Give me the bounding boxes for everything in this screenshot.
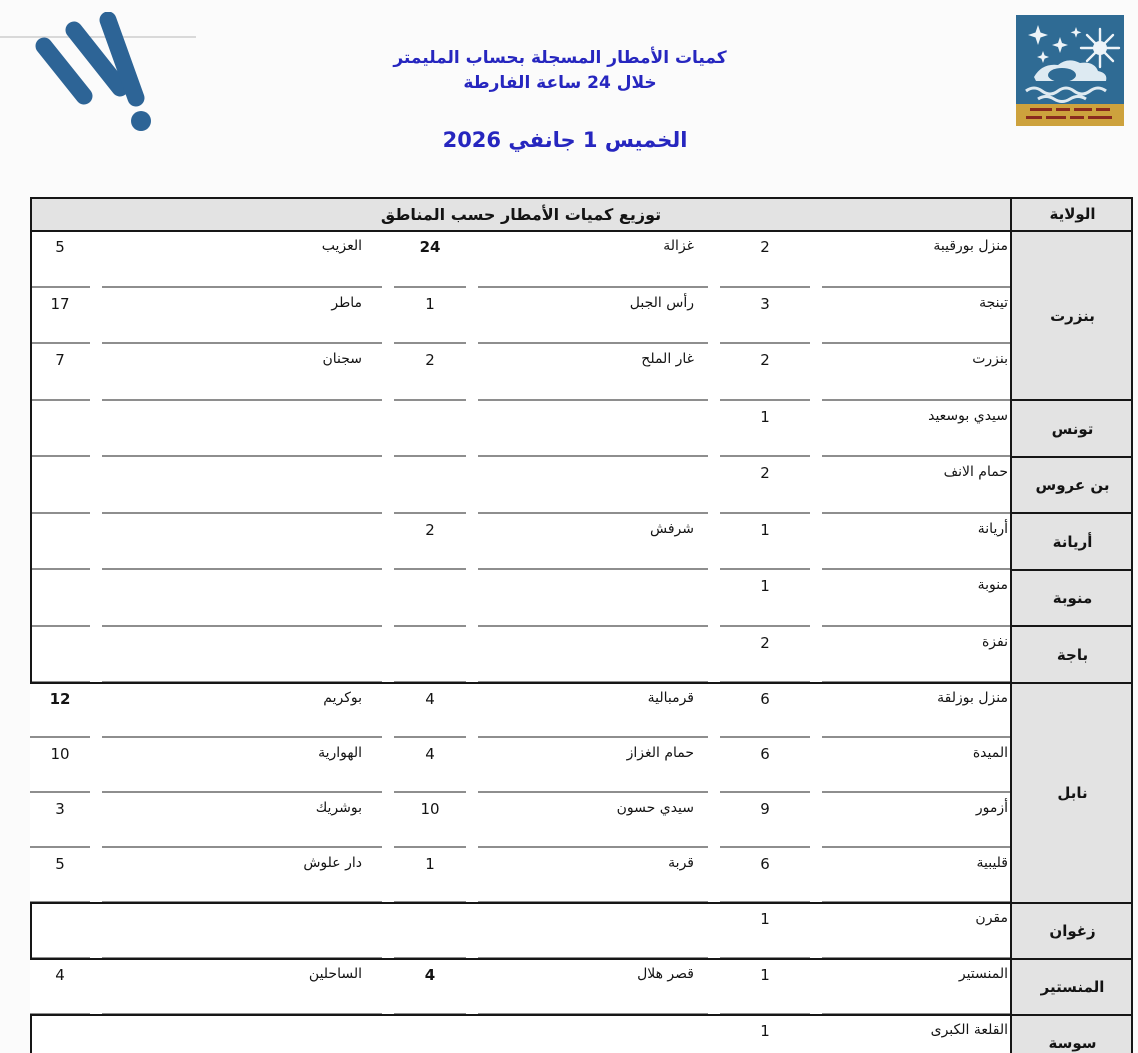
station-name-cell: حمام الغزاز <box>478 738 708 793</box>
rain-value-cell <box>30 1015 90 1053</box>
station-name-cell: العزيب <box>102 231 382 288</box>
wilaya-group <box>30 627 1133 684</box>
station-name-cell: قرمبالية <box>478 683 708 738</box>
wilaya-group <box>30 903 1133 959</box>
rain-value-cell: 2 <box>720 627 810 684</box>
table-header-bottom-rule <box>30 230 1133 232</box>
rain-value-cell <box>394 457 466 514</box>
zaghouan-box-left <box>30 902 32 960</box>
rain-value-cell: 4 <box>394 959 466 1015</box>
station-row <box>30 570 1012 627</box>
station-name-cell <box>478 627 708 684</box>
station-row <box>30 514 1012 571</box>
inm-logo <box>1016 15 1124 130</box>
wilaya-group <box>30 457 1133 514</box>
rain-value-cell: 24 <box>394 231 466 288</box>
station-name-cell <box>102 570 382 627</box>
wilaya-group <box>30 683 1133 903</box>
station-row <box>30 288 1012 345</box>
rain-value-cell <box>394 401 466 458</box>
wilaya-block <box>30 903 1133 959</box>
station-rows <box>30 959 1012 1015</box>
rain-value-cell: 1 <box>720 903 810 959</box>
station-name-cell: سيدي حسون <box>478 793 708 848</box>
station-row <box>30 401 1012 458</box>
wilaya-cell: بن عروس <box>1012 457 1133 514</box>
rain-value-cell: 10 <box>30 738 90 793</box>
station-name-cell <box>102 903 382 959</box>
wilaya-sep-benarous-ariana <box>1010 512 1133 514</box>
wilaya-group <box>30 959 1133 1015</box>
station-name-cell <box>102 457 382 514</box>
rain-value-cell: 12 <box>30 683 90 738</box>
rain-value-cell: 3 <box>720 288 810 345</box>
rain-value-cell <box>30 514 90 571</box>
rain-value-cell: 3 <box>30 793 90 848</box>
station-name-cell: غار الملح <box>478 344 708 401</box>
rain-value-cell: 2 <box>394 344 466 401</box>
report-title-line1: كميات الأمطار المسجلة بحساب المليمتر <box>393 48 727 68</box>
station-name-cell: سجنان <box>102 344 382 401</box>
station-row <box>30 959 1012 1015</box>
station-name-cell: رأس الجبل <box>478 288 708 345</box>
station-name-cell: بوشريك <box>102 793 382 848</box>
rain-value-cell: 10 <box>394 793 466 848</box>
wilaya-cell: تونس <box>1012 401 1133 458</box>
rain-value-cell <box>394 627 466 684</box>
station-rows <box>30 903 1012 959</box>
table-header-row <box>30 197 1133 231</box>
station-name-cell: نفزة <box>822 627 1012 684</box>
station-rows <box>30 627 1012 684</box>
rain-streaks-icon <box>22 12 164 138</box>
table-groups <box>30 231 1133 1053</box>
report-title-line2: خلال 24 ساعة الفارطة <box>463 73 657 93</box>
station-row <box>30 457 1012 514</box>
station-name-cell <box>478 401 708 458</box>
zaghouan-box-bottom <box>30 958 1133 960</box>
rain-value-cell: 1 <box>720 570 810 627</box>
wilaya-block <box>30 1015 1133 1053</box>
rain-value-cell: 2 <box>720 344 810 401</box>
station-row <box>30 793 1012 848</box>
rain-value-cell: 7 <box>30 344 90 401</box>
station-name-cell <box>478 1015 708 1053</box>
station-name-cell: منوبة <box>822 570 1012 627</box>
station-name-cell: قليبية <box>822 848 1012 903</box>
rain-value-cell: 6 <box>720 683 810 738</box>
station-name-cell: تينجة <box>822 288 1012 345</box>
wilaya-cell: منوبة <box>1012 570 1133 627</box>
rain-value-cell: 4 <box>394 683 466 738</box>
rain-value-cell <box>30 457 90 514</box>
station-row <box>30 903 1012 959</box>
station-name-cell: المنستير <box>822 959 1012 1015</box>
station-rows <box>30 514 1012 571</box>
station-name-cell: منزل بوزلقة <box>822 683 1012 738</box>
rain-value-cell: 1 <box>720 401 810 458</box>
rain-value-cell: 5 <box>30 231 90 288</box>
station-rows <box>30 683 1012 903</box>
station-name-cell <box>478 570 708 627</box>
wilaya-cell: باجة <box>1012 627 1133 684</box>
rain-value-cell: 2 <box>720 231 810 288</box>
report-date: الخميس 1 جانفي 2026 <box>442 128 688 152</box>
wilaya-cell: أريانة <box>1012 514 1133 571</box>
station-rows <box>30 401 1012 458</box>
rainfall-table <box>30 197 1133 1053</box>
station-name-cell: أزمور <box>822 793 1012 848</box>
station-rows <box>30 231 1012 401</box>
station-name-cell: شرفش <box>478 514 708 571</box>
station-name-cell <box>478 903 708 959</box>
wilaya-sep-manouba-beja <box>1010 625 1133 627</box>
wilaya-cell: سوسة <box>1012 1015 1133 1053</box>
station-name-cell: قربة <box>478 848 708 903</box>
rain-value-cell: 1 <box>720 959 810 1015</box>
rain-value-cell <box>30 903 90 959</box>
station-name-cell: القلعة الكبرى <box>822 1015 1012 1053</box>
wilaya-cell: المنستير <box>1012 959 1133 1015</box>
station-name-cell: منزل بورقيبة <box>822 231 1012 288</box>
station-name-cell: مقرن <box>822 903 1012 959</box>
distribution-header: توزيع كميات الأمطار حسب المناطق <box>30 197 1012 231</box>
rain-value-cell <box>30 570 90 627</box>
wilaya-group <box>30 570 1133 627</box>
wilaya-cell: بنزرت <box>1012 231 1133 401</box>
station-name-cell: سيدي بوسعيد <box>822 401 1012 458</box>
rain-value-cell: 5 <box>30 848 90 903</box>
rain-value-cell: 1 <box>720 1015 810 1053</box>
rain-value-cell: 4 <box>30 959 90 1015</box>
station-rows <box>30 457 1012 514</box>
rain-value-cell <box>394 903 466 959</box>
rain-streaks-logo <box>22 12 164 142</box>
sousse-box-top <box>30 1014 1133 1016</box>
wilaya-sep-bizerte-tunis <box>1010 399 1133 401</box>
rain-value-cell <box>394 1015 466 1053</box>
station-name-cell: قصر هلال <box>478 959 708 1015</box>
wilaya-column-header: الولاية <box>1012 197 1133 231</box>
station-name-cell <box>102 1015 382 1053</box>
rain-value-cell <box>394 570 466 627</box>
rain-value-cell: 9 <box>720 793 810 848</box>
station-row <box>30 1015 1012 1053</box>
rain-value-cell <box>30 627 90 684</box>
wilaya-cell: زغوان <box>1012 903 1133 959</box>
wilaya-group <box>30 1015 1133 1053</box>
wilaya-sep-ariana-manouba <box>1010 569 1133 571</box>
wilaya-cell: نابل <box>1012 683 1133 903</box>
station-name-cell: بوكريم <box>102 683 382 738</box>
station-name-cell: أريانة <box>822 514 1012 571</box>
station-name-cell: الساحلين <box>102 959 382 1015</box>
station-name-cell <box>102 627 382 684</box>
station-name-cell: ماطر <box>102 288 382 345</box>
rain-value-cell: 1 <box>720 514 810 571</box>
station-name-cell: الميدة <box>822 738 1012 793</box>
station-row <box>30 627 1012 684</box>
rain-value-cell: 17 <box>30 288 90 345</box>
station-row <box>30 848 1012 903</box>
station-name-cell: دار علوش <box>102 848 382 903</box>
inm-logo-icon <box>1016 15 1124 126</box>
wilaya-sep-tunis-benarous <box>1010 456 1133 458</box>
station-row <box>30 683 1012 738</box>
table-border-top <box>30 197 1133 199</box>
rain-value-cell: 6 <box>720 848 810 903</box>
table-border-left-block1 <box>30 197 32 684</box>
rain-value-cell: 4 <box>394 738 466 793</box>
zaghouan-box-top <box>30 902 1133 904</box>
station-name-cell: بنزرت <box>822 344 1012 401</box>
rain-value-cell: 2 <box>394 514 466 571</box>
report-title <box>330 46 790 96</box>
wilaya-block <box>30 231 1133 683</box>
station-rows <box>30 570 1012 627</box>
station-name-cell: حمام الانف <box>822 457 1012 514</box>
rain-value-cell: 1 <box>394 848 466 903</box>
rain-value-cell: 2 <box>720 457 810 514</box>
station-row <box>30 738 1012 793</box>
station-name-cell: الهوارية <box>102 738 382 793</box>
rain-value-cell: 1 <box>394 288 466 345</box>
station-name-cell: غزالة <box>478 231 708 288</box>
station-rows <box>30 1015 1012 1053</box>
wilaya-block <box>30 959 1133 1015</box>
wilaya-group <box>30 231 1133 401</box>
station-name-cell <box>102 514 382 571</box>
rain-value-cell: 6 <box>720 738 810 793</box>
wilaya-group <box>30 401 1133 458</box>
rain-value-cell <box>30 401 90 458</box>
wilaya-group <box>30 514 1133 571</box>
station-name-cell <box>478 457 708 514</box>
sousse-box-left <box>30 1014 32 1053</box>
station-name-cell <box>102 401 382 458</box>
block1-bottom-rule <box>30 682 1133 684</box>
station-row <box>30 231 1012 288</box>
station-row <box>30 344 1012 401</box>
wilaya-block <box>30 683 1133 903</box>
